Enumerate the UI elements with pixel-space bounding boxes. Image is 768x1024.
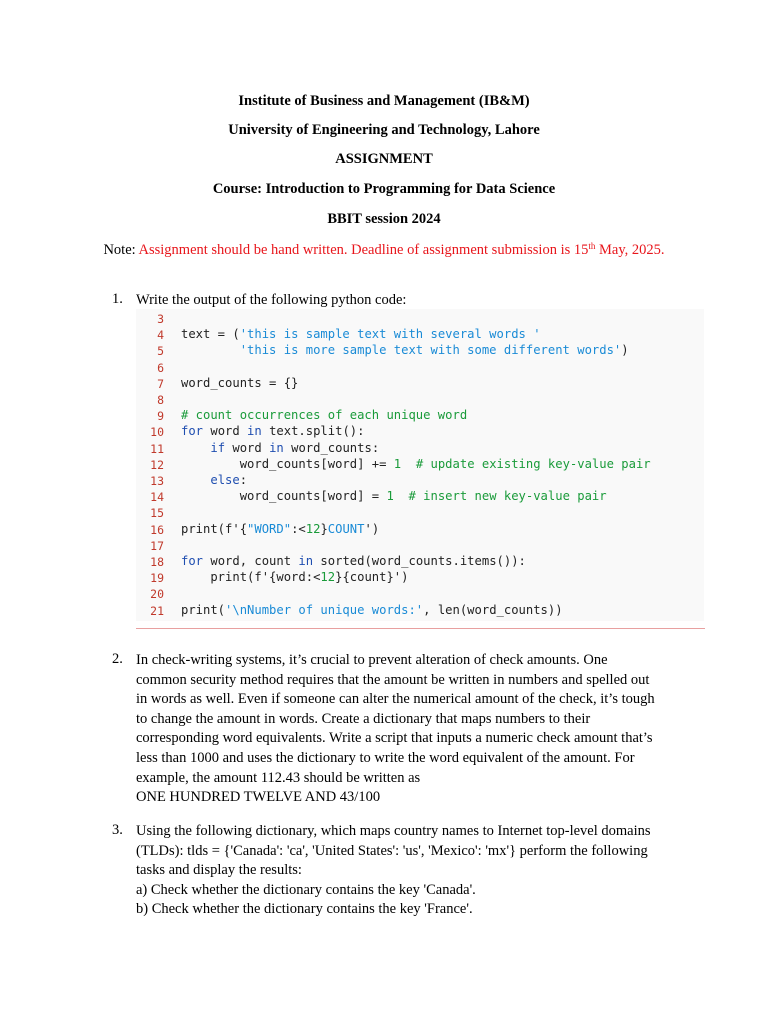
code-line-number: 7 [157, 376, 164, 391]
question-line: a) Check whether the dictionary contains the key 'Canada'. [136, 881, 476, 898]
question-line: to change the amount in words. Create a dictionary that maps numbers to their [136, 710, 591, 727]
code-line-number: 5 [157, 344, 164, 359]
code-line: text = ('this is sample text with several words ' [181, 327, 541, 342]
header-university: University of Engineering and Technology, Lahore [228, 122, 540, 138]
question-line: common security method requires that the amount be written in numbers and spelled out [136, 671, 650, 688]
code-line: word_counts = {} [181, 375, 299, 390]
code-line-number: 13 [150, 474, 164, 488]
code-line-number: 19 [150, 571, 164, 586]
code-line: else: [210, 473, 248, 487]
code-separator [136, 628, 705, 629]
code-line-number: 6 [157, 360, 164, 375]
code-line-number: 21 [150, 603, 164, 618]
question-3-text [136, 822, 684, 920]
question-line: (TLDs): tlds = {'Canada': 'ca', 'United States': 'us', 'Mexico': 'mx'} perform the following [136, 842, 648, 859]
question-line: ONE HUNDRED TWELVE AND 43/100 [136, 789, 381, 806]
note-sup: th [588, 241, 596, 251]
question-line: in words as well. Even if someone can alter the numerical amount of the check, it’s tough [136, 691, 655, 708]
question-line: tasks and display the results: [136, 862, 302, 879]
code-line: 'this is more sample text with some different words') [239, 343, 629, 358]
question-1-text [136, 291, 684, 311]
header-course: Course: Introduction to Programming for Data Science [212, 181, 556, 197]
code-line-number: 4 [157, 328, 164, 343]
code-line-number: 15 [150, 506, 164, 521]
code-line: for word in text.split(): [181, 424, 365, 439]
code-line: print('\nNumber of unique words:', len(word_counts)) [181, 602, 563, 617]
code-line-number: 9 [157, 409, 164, 424]
code-line-number: 14 [150, 490, 164, 505]
code-line: if word in word_counts: [210, 440, 380, 455]
header-doc-type: ASSIGNMENT [335, 151, 433, 167]
question-1-number: 1. [112, 291, 123, 307]
code-line-number: 20 [150, 587, 164, 602]
code-line-number: 16 [150, 522, 164, 537]
code-line: word_counts[word] = 1 # insert new key-value pair [181, 489, 607, 504]
code-line-number: 3 [157, 312, 164, 326]
question-3-number: 3. [112, 822, 123, 838]
question-line: Write the output of the following python code: [136, 292, 407, 308]
code-line: word_counts[word] += 1 # update existing key-value pair [181, 456, 651, 471]
code-line-number: 10 [150, 425, 164, 440]
question-line: In check-writing systems, it’s crucial to prevent alteration of check amounts. One [136, 652, 608, 668]
question-line: example, the amount 112.43 should be written as [136, 769, 421, 786]
question-2-number: 2. [112, 651, 123, 667]
code-line: # count occurrences of each unique word [181, 408, 468, 423]
code-line: print(f'{"WORD":<12}COUNT') [181, 521, 380, 536]
question-line: Using the following dictionary, which maps country names to Internet top-level domains [136, 823, 651, 839]
question-line: b) Check whether the dictionary contains the key 'France'. [136, 901, 473, 918]
code-line-number: 12 [150, 457, 164, 472]
code-line-number: 11 [150, 441, 164, 456]
question-line: corresponding word equivalents. Write a script that inputs a numeric check amount that’s [136, 730, 653, 747]
note-label: Note: [103, 242, 139, 258]
code-line-number: 17 [150, 538, 164, 553]
note [0, 241, 768, 259]
header-session: BBIT session 2024 [327, 211, 441, 227]
code-line-number: 18 [150, 555, 164, 569]
code-line-number: 8 [157, 393, 164, 407]
question-2-text [136, 651, 684, 808]
code-line: for word, count in sorted(word_counts.items()): [181, 554, 526, 568]
code-line: print(f'{word:<12}{count}') [181, 570, 409, 585]
header-institute: Institute of Business and Management (IB&M) [238, 93, 530, 109]
question-line: less than 1000 and uses the dictionary to write the word equivalent of the amount. For [136, 749, 635, 766]
note-text: Assignment should be hand written. Deadline of assignment submission is 15th May, 2025. [138, 241, 665, 258]
code-image [136, 309, 704, 621]
